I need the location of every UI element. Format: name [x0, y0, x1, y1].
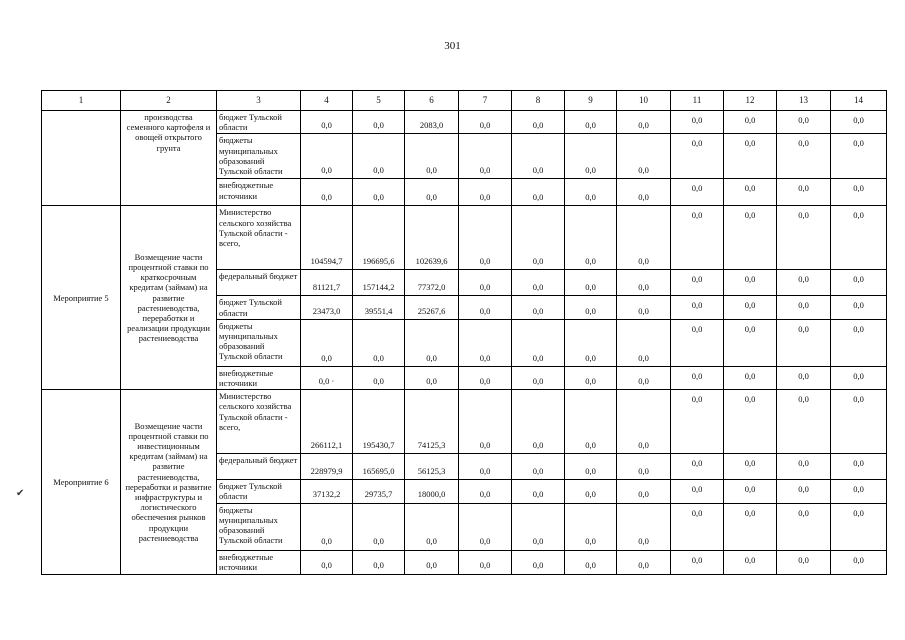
- value-cell: 0,0: [777, 480, 831, 503]
- value-cell: 0,0: [724, 319, 777, 366]
- event-cell: Мероприятие 6: [42, 390, 121, 574]
- description-cell: производства семенного картофеля и овощей открытого грунта: [121, 111, 217, 206]
- value-cell: 266112,1: [301, 390, 353, 454]
- funding-source-cell: внебюджетные источники: [217, 366, 301, 389]
- budget-table: [41, 90, 887, 575]
- value-cell: 0,0: [777, 206, 831, 270]
- value-cell: 0,0: [617, 134, 671, 179]
- funding-source-cell: Министерство сельского хозяйства Тульской области - всего,: [217, 206, 301, 270]
- value-cell: 0,0: [512, 206, 565, 270]
- value-cell: 0,0: [512, 111, 565, 134]
- value-cell: 0,0: [724, 134, 777, 179]
- column-header: 1: [42, 91, 121, 111]
- value-cell: 0,0: [565, 206, 617, 270]
- table-row: [42, 111, 887, 134]
- value-cell: 0,0: [405, 319, 459, 366]
- value-cell: 0,0: [301, 179, 353, 206]
- value-cell: 0,0: [777, 296, 831, 319]
- value-cell: 0,0: [831, 390, 887, 454]
- value-cell: 0,0: [777, 111, 831, 134]
- value-cell: 0,0: [671, 206, 724, 270]
- value-cell: 0,0: [565, 270, 617, 296]
- value-cell: 0,0: [671, 366, 724, 389]
- value-cell: 0,0: [301, 319, 353, 366]
- value-cell: 165695,0: [353, 454, 405, 480]
- value-cell: 0,0: [724, 454, 777, 480]
- value-cell: 0,0: [617, 206, 671, 270]
- funding-source-cell: федеральный бюджет: [217, 270, 301, 296]
- value-cell: 102639,6: [405, 206, 459, 270]
- value-cell: 0,0: [671, 550, 724, 574]
- value-cell: 0,0: [724, 550, 777, 574]
- value-cell: 0,0: [831, 296, 887, 319]
- column-header: 14: [831, 91, 887, 111]
- value-cell: 0,0: [459, 390, 512, 454]
- funding-source-cell: Министерство сельского хозяйства Тульской области - всего,: [217, 390, 301, 454]
- funding-source-cell: внебюджетные источники: [217, 550, 301, 574]
- column-header: 2: [121, 91, 217, 111]
- description-cell: Возмещение части процентной ставки по краткосрочным кредитам (займам) на развитие растениеводства, переработки и реализации продукции растениеводства: [121, 206, 217, 390]
- value-cell: 0,0: [671, 134, 724, 179]
- column-header: 7: [459, 91, 512, 111]
- value-cell: 39551,4: [353, 296, 405, 319]
- value-cell: 0,0: [671, 111, 724, 134]
- value-cell: 0,0: [405, 179, 459, 206]
- value-cell: 0,0: [777, 270, 831, 296]
- value-cell: 0,0: [405, 366, 459, 389]
- value-cell: 0,0: [777, 390, 831, 454]
- table-row: [42, 206, 887, 270]
- value-cell: 0,0: [617, 366, 671, 389]
- value-cell: 0,0: [831, 206, 887, 270]
- value-cell: 0,0: [831, 503, 887, 550]
- column-header: 4: [301, 91, 353, 111]
- value-cell: 0,0: [831, 454, 887, 480]
- value-cell: 0,0: [565, 550, 617, 574]
- value-cell: 0,0: [831, 179, 887, 206]
- value-cell: 228979,9: [301, 454, 353, 480]
- value-cell: 81121,7: [301, 270, 353, 296]
- value-cell: 0,0: [565, 179, 617, 206]
- value-cell: 0,0: [831, 366, 887, 389]
- column-header: 5: [353, 91, 405, 111]
- funding-source-cell: бюджет Тульской области: [217, 111, 301, 134]
- column-header: 11: [671, 91, 724, 111]
- value-cell: 0,0: [671, 319, 724, 366]
- value-cell: 0,0: [512, 390, 565, 454]
- value-cell: 0,0: [724, 270, 777, 296]
- value-cell: 0,0: [671, 480, 724, 503]
- column-header: 6: [405, 91, 459, 111]
- value-cell: 0,0: [459, 319, 512, 366]
- value-cell: 0,0: [724, 480, 777, 503]
- value-cell: 0,0: [724, 503, 777, 550]
- value-cell: 0,0: [512, 366, 565, 389]
- value-cell: 196695,6: [353, 206, 405, 270]
- value-cell: 0,0: [777, 366, 831, 389]
- value-cell: 0,0: [777, 134, 831, 179]
- value-cell: 77372,0: [405, 270, 459, 296]
- page-number: 301: [444, 40, 461, 52]
- value-cell: 0,0: [565, 480, 617, 503]
- value-cell: 195430,7: [353, 390, 405, 454]
- value-cell: 0,0: [301, 111, 353, 134]
- value-cell: 0,0: [512, 319, 565, 366]
- value-cell: 0,0: [617, 480, 671, 503]
- description-cell: Возмещение части процентной ставки по инвестиционным кредитам (займам) на развитие растениеводства, переработки и развитие инфраструктуры и логистического обеспечения рынков продукции растениеводства: [121, 390, 217, 574]
- value-cell: 0,0: [405, 503, 459, 550]
- value-cell: 0,0: [301, 550, 353, 574]
- column-header: 10: [617, 91, 671, 111]
- value-cell: 0,0: [671, 390, 724, 454]
- value-cell: 0,0: [353, 134, 405, 179]
- event-cell: Мероприятие 5: [42, 206, 121, 390]
- table-row: [42, 390, 887, 454]
- value-cell: 0,0: [459, 111, 512, 134]
- value-cell: 0,0: [617, 503, 671, 550]
- value-cell: 0,0: [724, 206, 777, 270]
- value-cell: 0,0: [617, 550, 671, 574]
- value-cell: 0,0: [301, 503, 353, 550]
- value-cell: 0,0: [512, 179, 565, 206]
- margin-check-mark: ✔: [16, 488, 25, 499]
- value-cell: 18000,0: [405, 480, 459, 503]
- value-cell: 0,0: [405, 134, 459, 179]
- value-cell: 0,0: [565, 111, 617, 134]
- value-cell: 0,0: [565, 366, 617, 389]
- value-cell: 0,0: [459, 550, 512, 574]
- value-cell: 0,0: [724, 390, 777, 454]
- value-cell: 0,0: [459, 206, 512, 270]
- value-cell: 0,0: [459, 480, 512, 503]
- value-cell: 0,0: [724, 111, 777, 134]
- value-cell: 0,0: [512, 480, 565, 503]
- header-row: [42, 91, 887, 111]
- column-header: 13: [777, 91, 831, 111]
- value-cell: 0,0: [777, 454, 831, 480]
- value-cell: 25267,6: [405, 296, 459, 319]
- value-cell: 0,0: [353, 366, 405, 389]
- value-cell: 0,0: [617, 270, 671, 296]
- value-cell: 56125,3: [405, 454, 459, 480]
- value-cell: 0,0: [565, 454, 617, 480]
- value-cell: 0,0: [724, 366, 777, 389]
- value-cell: 2083,0: [405, 111, 459, 134]
- funding-source-cell: бюджет Тульской области: [217, 296, 301, 319]
- value-cell: 0,0: [512, 270, 565, 296]
- value-cell: 0,0: [831, 134, 887, 179]
- value-cell: 37132,2: [301, 480, 353, 503]
- value-cell: 0,0: [353, 319, 405, 366]
- value-cell: 0,0: [671, 179, 724, 206]
- value-cell: 0,0: [777, 550, 831, 574]
- value-cell: 157144,2: [353, 270, 405, 296]
- value-cell: 0,0: [459, 454, 512, 480]
- column-header: 12: [724, 91, 777, 111]
- funding-source-cell: федеральный бюджет: [217, 454, 301, 480]
- value-cell: 0,0: [671, 270, 724, 296]
- funding-source-cell: бюджеты муниципальных образований Тульской области: [217, 503, 301, 550]
- value-cell: 0,0: [831, 480, 887, 503]
- value-cell: 0,0: [831, 111, 887, 134]
- value-cell: 0,0: [565, 390, 617, 454]
- value-cell: 0,0: [671, 503, 724, 550]
- value-cell: 0,0: [512, 454, 565, 480]
- value-cell: 0,0: [671, 454, 724, 480]
- column-header: 3: [217, 91, 301, 111]
- value-cell: 0,0 ·: [301, 366, 353, 389]
- value-cell: 0,0: [617, 390, 671, 454]
- column-header: 9: [565, 91, 617, 111]
- funding-source-cell: бюджет Тульской области: [217, 480, 301, 503]
- value-cell: 0,0: [617, 179, 671, 206]
- funding-source-cell: внебюджетные источники: [217, 179, 301, 206]
- value-cell: 0,0: [459, 270, 512, 296]
- value-cell: 23473,0: [301, 296, 353, 319]
- value-cell: 0,0: [724, 296, 777, 319]
- value-cell: 0,0: [459, 503, 512, 550]
- funding-source-cell: бюджеты муниципальных образований Тульской области: [217, 319, 301, 366]
- value-cell: 0,0: [353, 550, 405, 574]
- value-cell: 0,0: [617, 111, 671, 134]
- value-cell: 0,0: [459, 179, 512, 206]
- value-cell: 74125,3: [405, 390, 459, 454]
- column-header: 8: [512, 91, 565, 111]
- funding-source-cell: бюджеты муниципальных образований Тульской области: [217, 134, 301, 179]
- value-cell: 0,0: [459, 134, 512, 179]
- table-body: [42, 91, 887, 575]
- value-cell: 0,0: [777, 179, 831, 206]
- value-cell: 0,0: [353, 503, 405, 550]
- value-cell: 0,0: [831, 319, 887, 366]
- value-cell: 0,0: [724, 179, 777, 206]
- value-cell: 0,0: [459, 296, 512, 319]
- value-cell: 29735,7: [353, 480, 405, 503]
- value-cell: 0,0: [353, 179, 405, 206]
- value-cell: 0,0: [565, 134, 617, 179]
- value-cell: 0,0: [405, 550, 459, 574]
- value-cell: 0,0: [512, 503, 565, 550]
- value-cell: 0,0: [831, 550, 887, 574]
- value-cell: 0,0: [512, 296, 565, 319]
- value-cell: 0,0: [353, 111, 405, 134]
- value-cell: 0,0: [777, 503, 831, 550]
- value-cell: 0,0: [459, 366, 512, 389]
- value-cell: 0,0: [831, 270, 887, 296]
- value-cell: 0,0: [617, 454, 671, 480]
- value-cell: 104594,7: [301, 206, 353, 270]
- value-cell: 0,0: [617, 296, 671, 319]
- value-cell: 0,0: [565, 319, 617, 366]
- value-cell: 0,0: [512, 134, 565, 179]
- value-cell: 0,0: [777, 319, 831, 366]
- value-cell: 0,0: [565, 296, 617, 319]
- value-cell: 0,0: [565, 503, 617, 550]
- value-cell: 0,0: [512, 550, 565, 574]
- value-cell: 0,0: [301, 134, 353, 179]
- value-cell: 0,0: [617, 319, 671, 366]
- event-cell: [42, 111, 121, 206]
- value-cell: 0,0: [671, 296, 724, 319]
